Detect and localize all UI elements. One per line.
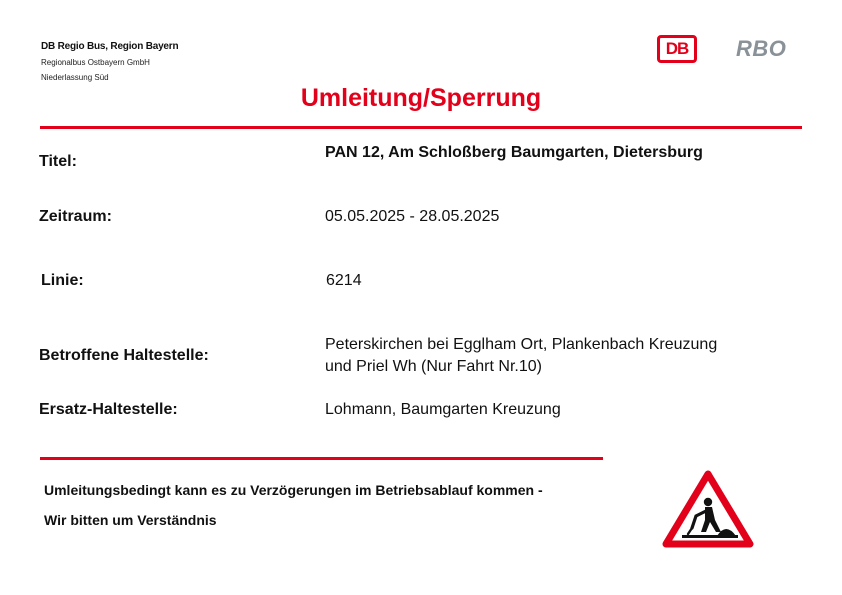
ersatz-haltestelle-label: Ersatz-Haltestelle:: [39, 401, 178, 418]
db-logo-text: DB: [665, 39, 689, 58]
betroffene-haltestelle-value-line2: und Priel Wh (Nur Fahrt Nr.10): [325, 358, 542, 375]
notice-line1: Umleitungsbedingt kann es zu Verzögerungen im Betriebsablauf kommen -: [44, 482, 543, 498]
company-name: DB Regio Bus, Region Bayern: [41, 41, 179, 52]
title-divider: [40, 126, 802, 129]
branch-name: Niederlassung Süd: [41, 73, 109, 82]
linie-label: Linie:: [41, 272, 84, 289]
zeitraum-label: Zeitraum:: [39, 208, 112, 225]
betroffene-haltestelle-label: Betroffene Haltestelle:: [39, 347, 209, 364]
db-logo: [657, 35, 697, 63]
ersatz-haltestelle-value: Lohmann, Baumgarten Kreuzung: [325, 401, 561, 418]
notice-line2: Wir bitten um Verständnis: [44, 512, 217, 528]
betroffene-haltestelle-value-line1: Peterskirchen bei Egglham Ort, Plankenbach Kreuzung: [325, 336, 718, 353]
titel-value: PAN 12, Am Schloßberg Baumgarten, Dietersburg: [325, 144, 703, 161]
page-title: Umleitung/Sperrung: [300, 84, 542, 112]
notice-divider: [40, 457, 603, 460]
linie-value: 6214: [326, 272, 362, 289]
subsidiary-name: Regionalbus Ostbayern GmbH: [41, 58, 150, 67]
rbo-logo: RBO: [736, 36, 787, 61]
roadwork-warning-icon: [662, 470, 754, 548]
zeitraum-value: 05.05.2025 - 28.05.2025: [325, 208, 500, 225]
titel-label: Titel:: [39, 153, 77, 170]
